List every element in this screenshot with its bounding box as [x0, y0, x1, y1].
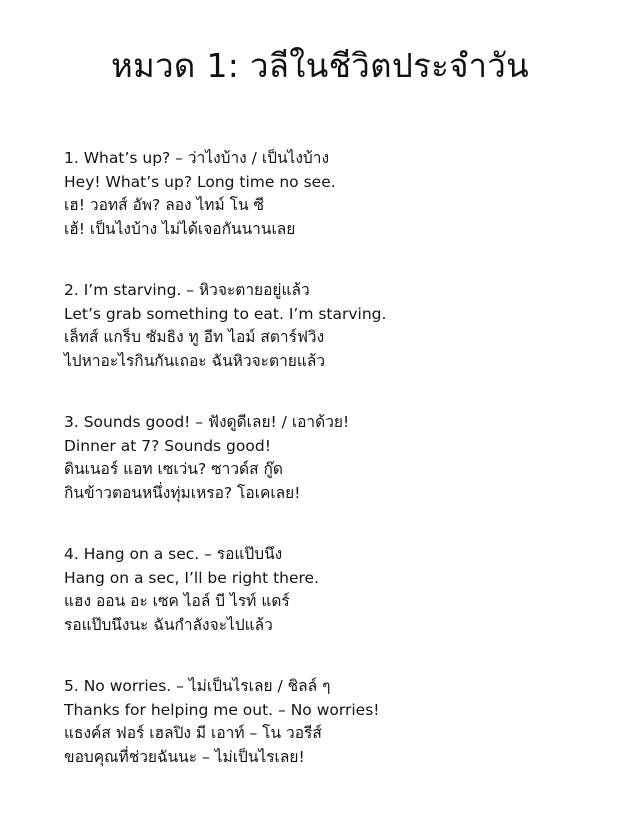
phrase-pronunciation: เล็ทส์ แกร็บ ซัมธิง ทู อีท ไอม์ สตาร์ฟวิง	[64, 328, 325, 346]
phrase-pronunciation: ดินเนอร์ แอท เซเว่น? ซาวด์ส กู๊ด	[64, 460, 283, 478]
phrase-translation: รอแป๊บนึงนะ ฉันกำลังจะไปแล้ว	[64, 615, 273, 634]
phrase-entry-4	[64, 543, 624, 637]
phrase-list	[64, 147, 624, 807]
phrase-entry-5	[64, 675, 624, 769]
phrase-translation: เฮ้! เป็นไงบ้าง ไม่ได้เจอกันนานเลย	[64, 219, 296, 238]
phrase-example-english: Hang on a sec, I’ll be right there.	[64, 568, 320, 587]
phrase-translation: ขอบคุณที่ช่วยฉันนะ – ไม่เป็นไรเลย!	[64, 747, 305, 766]
phrase-example-english: Hey! What’s up? Long time no see.	[64, 172, 336, 191]
phrase-example-english: Thanks for helping me out. – No worries!	[64, 700, 380, 719]
phrase-entry-1	[64, 147, 624, 241]
phrase-pronunciation: เฮ! วอทส์ อัพ? ลอง ไทม์ โน ซี	[64, 196, 265, 214]
phrase-pronunciation: แธงค์ส ฟอร์ เฮลปิง มี เอาท์ – โน วอรีส์	[64, 724, 322, 742]
phrase-example-english: Let’s grab something to eat. I’m starving.	[64, 304, 387, 323]
phrase-pronunciation: แฮง ออน อะ เซค ไอล์ บี ไรท์ แดร์	[64, 592, 290, 610]
phrase-heading: 4. Hang on a sec. – รอแป๊บนึง	[64, 545, 283, 563]
phrase-heading: 1. What’s up? – ว่าไงบ้าง / เป็นไงบ้าง	[64, 149, 330, 167]
phrase-example-english: Dinner at 7? Sounds good!	[64, 436, 271, 455]
phrase-heading: 3. Sounds good! – ฟังดูดีเลย! / เอาด้วย!	[64, 413, 350, 431]
phrase-heading: 5. No worries. – ไม่เป็นไรเลย / ชิลล์ ๆ	[64, 677, 331, 695]
page-title: หมวด 1: วลีในชีวิตประจำวัน	[111, 46, 529, 85]
phrase-translation: กินข้าวตอนหนึ่งทุ่มเหรอ? โอเคเลย!	[64, 483, 301, 502]
phrase-heading: 2. I’m starving. – หิวจะตายอยู่แล้ว	[64, 281, 310, 299]
phrase-entry-3	[64, 411, 624, 505]
phrase-entry-2	[64, 279, 624, 373]
phrase-translation: ไปหาอะไรกินกันเถอะ ฉันหิวจะตายแล้ว	[64, 351, 326, 370]
